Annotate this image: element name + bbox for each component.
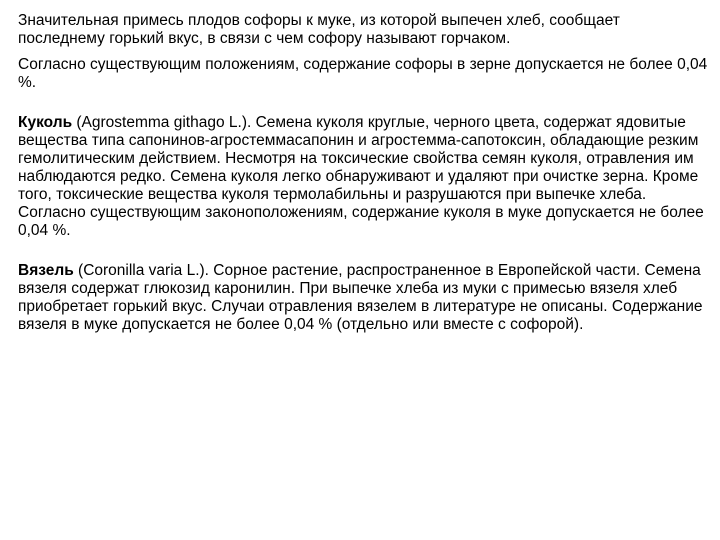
paragraph-sophora-norm: Согласно существующим положениям, содержание софоры в зерне допускается не более 0,04 %.	[18, 56, 708, 91]
term-kukol: Куколь	[18, 114, 73, 131]
kukol-description: (Agrostemma githago L.). Семена куколя круглые, черного цвета, содержат ядовитые вещества типа сапонинов-агростеммасапонин и агростемма-сапотоксин, обладающие резким гемолитическим действием. Несмотря на токсические свойства семян куколя, отравления им наблюдаются редко. Семена куколя легко обнаруживают и удаляют при очистке зерна. Кроме того, токсические вещества куколя термолабильны и разрушаются при выпечке хлеба. Согласно существующим законоположениям, содержание куколя в муке допускается не более 0,04 %.	[18, 114, 704, 239]
vyazel-description: (Coronilla varia L.). Сорное растение, распространенное в Европейской части. Семена вязеля содержат глюкозид каронилин. При выпечке хлеба из муки с примесью вязеля хлеб приобретает горький вкус. Случаи отравления вязелем в литературе не описаны. Содержание вязеля в муке допускается не более 0,04 % (отдельно или вместе с софорой).	[18, 262, 703, 333]
paragraph-vyazel	[18, 262, 708, 334]
term-vyazel: Вязель	[18, 262, 74, 279]
paragraph-kukol	[18, 114, 708, 240]
paragraph-sophora: Значительная примесь плодов софоры к муке, из которой выпечен хлеб, сообщает последнему горький вкус, в связи с чем софору называют горчаком.	[18, 12, 620, 47]
text-content	[18, 12, 708, 334]
